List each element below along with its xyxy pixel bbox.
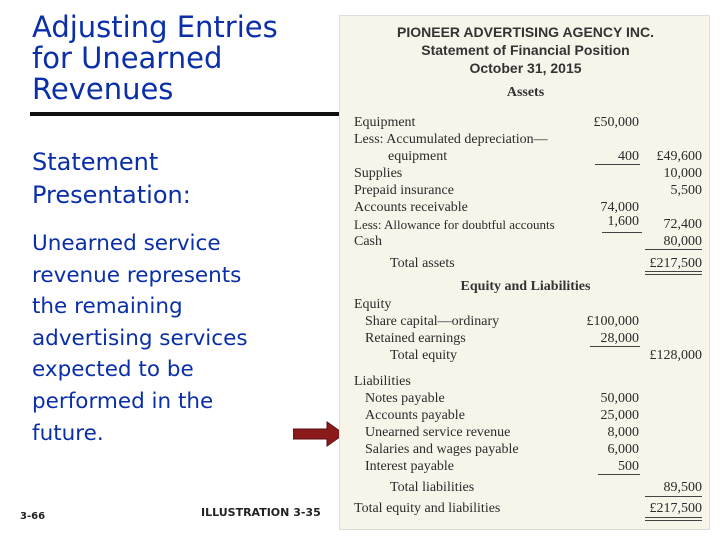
statement-title: Statement of Financial Position xyxy=(421,42,630,58)
label-ap: Accounts payable xyxy=(365,408,465,423)
row-total-equity xyxy=(340,347,711,364)
value-total-equity: £128,000 xyxy=(649,348,702,363)
value-ap: 25,000 xyxy=(600,408,639,423)
row-salaries xyxy=(340,441,711,458)
label-prepaid: Prepaid insurance xyxy=(354,183,454,198)
label-total-liabilities: Total liabilities xyxy=(390,480,475,495)
body-line-3: the remaining xyxy=(32,294,183,320)
underline-interest xyxy=(598,474,640,475)
value-notes: 50,000 xyxy=(600,391,639,406)
label-total-equity: Total equity xyxy=(390,348,458,363)
label-accum-dep: Less: Accumulated depreciation— xyxy=(354,132,548,147)
title-line-2: for Unearned xyxy=(32,41,223,75)
slide-title xyxy=(32,12,332,105)
title-line-3: Revenues xyxy=(32,72,174,106)
value-grand-total: £217,500 xyxy=(649,501,702,516)
financial-statement xyxy=(339,15,710,530)
label-equity-heading: Equity xyxy=(354,297,392,312)
label-allowance: Less: Allowance for doubtful accounts xyxy=(354,217,555,232)
value-total-assets: £217,500 xyxy=(649,256,702,271)
body-line-2: revenue represents xyxy=(32,262,242,288)
assets-heading: Assets xyxy=(506,85,545,100)
underline-total-liabilities xyxy=(645,496,702,497)
row-accum-dep xyxy=(340,131,711,148)
underline-cash xyxy=(645,249,702,250)
label-salaries: Salaries and wages payable xyxy=(365,442,519,457)
label-accum-dep-2: equipment xyxy=(388,149,448,164)
body-line-5: expected to be xyxy=(32,357,194,383)
label-share-capital: Share capital—ordinary xyxy=(365,314,500,329)
company-name: PIONEER ADVERTISING AGENCY INC. xyxy=(397,24,654,40)
subhead-line-1: Statement xyxy=(32,148,159,176)
label-notes: Notes payable xyxy=(365,391,445,406)
value-share-capital: £100,000 xyxy=(586,314,639,329)
row-ap xyxy=(340,407,711,424)
subhead-line-2: Presentation: xyxy=(32,181,191,209)
statement-date: October 31, 2015 xyxy=(469,60,582,76)
body-line-1: Unearned service xyxy=(32,231,221,256)
label-liabilities-heading: Liabilities xyxy=(354,374,411,389)
label-total-assets: Total assets xyxy=(390,256,455,271)
label-supplies: Supplies xyxy=(354,166,403,181)
row-grand-total xyxy=(340,500,711,517)
label-unearned: Unearned service revenue xyxy=(365,425,511,440)
row-ar xyxy=(340,199,711,216)
label-ar: Accounts receivable xyxy=(354,200,468,215)
row-interest xyxy=(340,458,711,475)
value-ar: 74,000 xyxy=(600,200,639,215)
double-underline-assets-2 xyxy=(645,274,702,275)
row-unearned xyxy=(340,424,711,441)
row-prepaid xyxy=(340,182,711,199)
row-supplies xyxy=(340,165,711,182)
label-cash: Cash xyxy=(354,234,382,249)
value-allowance: 1,600 xyxy=(607,214,639,229)
double-underline-assets-1 xyxy=(645,271,702,272)
value-prepaid: 5,500 xyxy=(670,183,702,198)
row-total-liabilities xyxy=(340,479,711,496)
label-equipment: Equipment xyxy=(354,115,416,130)
double-underline-total-2 xyxy=(645,520,702,521)
value-accum-dep: 400 xyxy=(618,149,639,164)
pointer-arrow-icon xyxy=(293,421,345,447)
row-retained xyxy=(340,330,711,347)
value-net-ar: 72,400 xyxy=(663,217,702,232)
title-divider xyxy=(30,112,350,116)
value-equipment: £50,000 xyxy=(593,115,639,130)
label-grand-total: Total equity and liabilities xyxy=(354,501,501,516)
body-line-7: future. xyxy=(32,420,104,446)
row-cash xyxy=(340,233,711,250)
row-notes xyxy=(340,390,711,407)
body-line-4: advertising services xyxy=(32,325,248,351)
body-line-6: performed in the xyxy=(32,388,214,414)
row-equipment xyxy=(340,114,711,131)
illustration-label: ILLUSTRATION 3-35 xyxy=(201,506,321,519)
slide-number: 3-66 xyxy=(20,511,46,522)
row-liabilities-heading xyxy=(340,373,711,390)
value-unearned: 8,000 xyxy=(607,425,639,440)
row-allowance xyxy=(340,216,711,233)
row-accum-dep-2 xyxy=(340,148,711,165)
row-equity-heading xyxy=(340,296,711,313)
equity-liabilities-heading: Equity and Liabilities xyxy=(460,279,591,294)
double-underline-total-1 xyxy=(645,517,702,518)
value-cash: 80,000 xyxy=(663,234,702,249)
value-salaries: 6,000 xyxy=(607,442,639,457)
label-retained: Retained earnings xyxy=(365,331,466,346)
slide-subheading xyxy=(32,146,332,212)
row-total-assets xyxy=(340,255,711,272)
row-share-capital xyxy=(340,313,711,330)
value-total-liabilities: 89,500 xyxy=(663,480,702,495)
slide-body-text xyxy=(32,228,282,449)
value-supplies: 10,000 xyxy=(663,166,702,181)
pointer-arrow-shape xyxy=(293,422,344,446)
value-retained: 28,000 xyxy=(600,331,639,346)
title-line-1: Adjusting Entries xyxy=(32,10,278,44)
value-net-equipment: £49,600 xyxy=(656,149,702,164)
value-interest: 500 xyxy=(618,459,639,474)
label-interest: Interest payable xyxy=(365,459,455,474)
